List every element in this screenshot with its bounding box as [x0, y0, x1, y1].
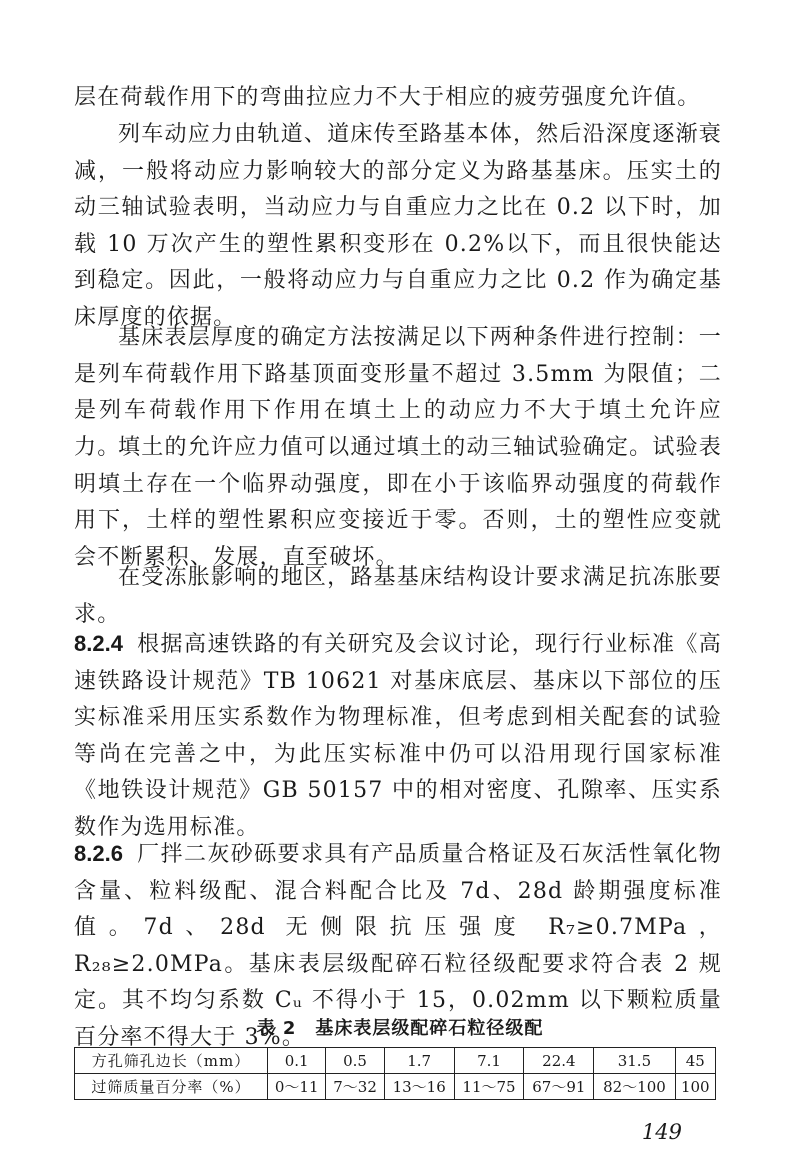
- table-cell: 0.5: [326, 1048, 384, 1074]
- paragraph: 基床表层厚度的确定方法按满足以下两种条件进行控制：一是列车荷载作用下路基顶面变形量不超过 3.5mm 为限值；二是列车荷载作用下作用在填土上的动应力不大于填土允许应力。: [74, 325, 722, 460]
- table-cell: 22.4: [524, 1048, 594, 1074]
- table-cell: 0～11: [268, 1074, 326, 1100]
- row-header: 过筛质量百分率（%）: [75, 1074, 268, 1100]
- table-cell: 82～100: [594, 1074, 675, 1100]
- table-cell: 1.7: [384, 1048, 454, 1074]
- table-cell: 7.1: [454, 1048, 524, 1074]
- table-cell: 31.5: [594, 1048, 675, 1074]
- table-cell: 67～91: [524, 1074, 594, 1100]
- table-cell: 11～75: [454, 1074, 524, 1100]
- clause-paragraph: 8.2.4 根据高速铁路的有关研究及会议讨论，现行行业标准《高速铁路设计规范》TB 10621 对基床底层、基床以下部位的压实标准采用压实系数作为物理标准，但考虑到相关配套的试验等尚在完善之中，为此压实标准中仍可以沿用现行国家标准《地铁设计规范》GB 50157 中的相对密度、孔隙率、压实系数作为选用标准。: [74, 631, 722, 840]
- table-cell: 0.1: [268, 1048, 326, 1074]
- table-row: [75, 1074, 716, 1100]
- table-caption: 表 2 基床表层级配碎石粒径级配: [256, 1018, 544, 1039]
- clause-number: 8.2.4: [74, 631, 123, 656]
- paragraph: 填土的允许应力值可以通过填土的动三轴试验确定。试验表明填土存在一个临界动强度，即在小于该临界动强度的荷载作用下，土样的塑性累积应变接近于零。否则，土的塑性应变就会不断累积、发展，直至破坏。: [74, 435, 722, 570]
- table-cell: 13～16: [384, 1074, 454, 1100]
- clause-paragraph: 8.2.6 厂拌二灰砂砾要求具有产品质量合格证及石灰活性氧化物含量、粒料级配、混合料配合比及 7d、28d 龄期强度标准值。7d、28d 无侧限抗压强度 R₇≥0.7MPa，R₂₈≥2.0MPa。基床表层级配碎石粒径级配要求符合表 2 规定。其不均匀系数 Cᵤ 不得小于 15，0.02mm 以下颗粒质量百分率不得大于 3%。: [74, 841, 722, 1050]
- grading-table: [74, 1047, 716, 1100]
- page-number: 149: [641, 1120, 682, 1144]
- paragraph: 列车动应力由轨道、道床传至路基本体，然后沿深度逐渐衰减，一般将动应力影响较大的部分定义为路基基床。压实土的动三轴试验表明，当动应力与自重应力之比在 0.2 以下时，加载 10 万次产生的塑性累积变形在 0.2%以下，而且很快能达到稳定。因此，一般将动应力与自重应力之比 0.2 作为确定基床厚度的依据。: [74, 122, 722, 330]
- clause-number: 8.2.6: [74, 841, 123, 866]
- paragraph: 在受冻胀影响的地区，路基基床结构设计要求满足抗冻胀要求。: [74, 565, 722, 627]
- paragraph: 层在荷载作用下的弯曲拉应力不大于相应的疲劳强度允许值。: [74, 85, 701, 110]
- table-cell: 45: [675, 1048, 715, 1074]
- table-cell: 100: [675, 1074, 715, 1100]
- table-cell: 7～32: [326, 1074, 384, 1100]
- table-row: [75, 1048, 716, 1074]
- row-header: 方孔筛孔边长（mm）: [75, 1048, 268, 1074]
